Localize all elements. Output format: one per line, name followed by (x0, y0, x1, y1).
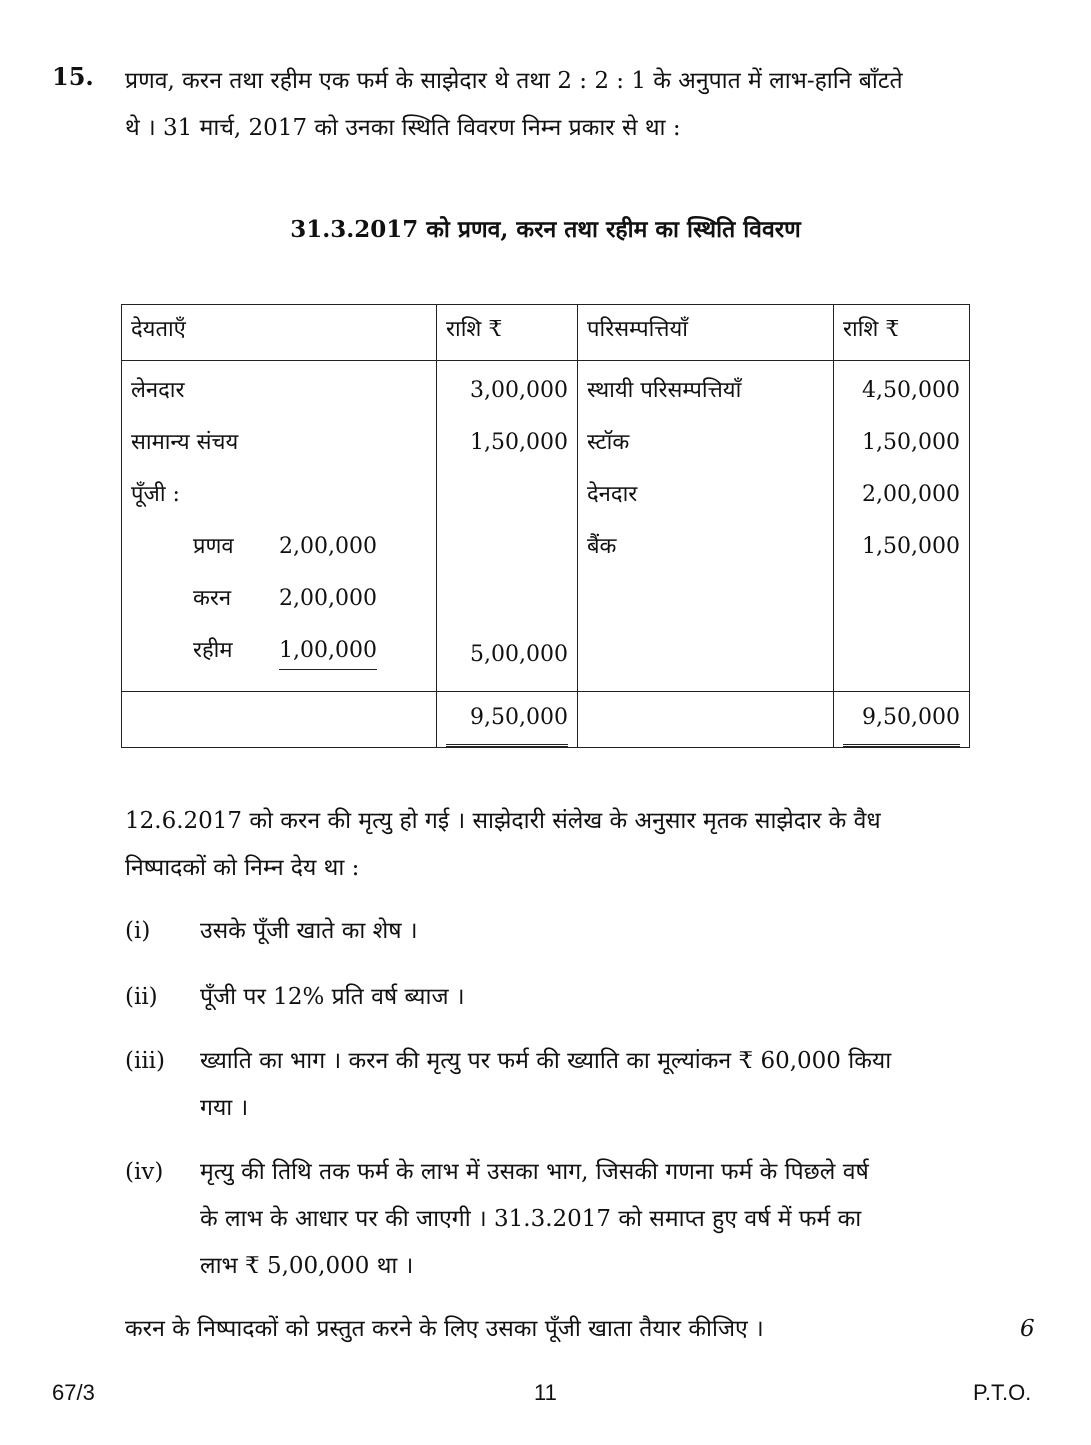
header-assets: परिसम्पत्तियाँ (578, 305, 834, 361)
list-item-text: पूँजी पर 12% प्रति वर्ष ब्याज । (200, 984, 465, 1010)
capital-name: रहीम (193, 638, 233, 663)
balance-sheet-body (122, 361, 970, 692)
balance-sheet-title: 31.3.2017 को प्रणव, करन तथा रहीम का स्थिति विवरण (290, 216, 801, 243)
list-item-label: (iii) (125, 1048, 166, 1074)
capital-total: 5,00,000 (470, 642, 568, 667)
asset-label: देनदार (587, 482, 638, 507)
header-liabilities: देयताएँ (122, 305, 437, 361)
capital-value: 1,00,000 (279, 625, 377, 670)
capital-row (131, 625, 427, 677)
liabilities-column (122, 361, 437, 692)
asset-amount: 1,50,000 (862, 534, 960, 559)
marks: 6 (1020, 1316, 1035, 1342)
pto-label: P.T.O. (973, 1380, 1032, 1405)
balance-sheet-total-row (122, 692, 970, 748)
asset-amount: 1,50,000 (862, 430, 960, 455)
list-item-text: उसके पूँजी खाते का शेष । (200, 918, 418, 944)
question-intro-line-2: थे । 31 मार्च, 2017 को उनका स्थिति विवरण निम्न प्रकार से था : (125, 115, 681, 141)
liability-label: सामान्य संचय (131, 430, 239, 455)
asset-amount: 2,00,000 (862, 482, 960, 507)
capital-name: प्रणव (193, 534, 234, 559)
capital-value: 2,00,000 (279, 586, 377, 611)
list-item-text: मृत्यु की तिथि तक फर्म के लाभ में उसका भाग, जिसकी गणना फर्म के पिछले वर्ष (200, 1159, 869, 1185)
liability-label: पूँजी : (131, 482, 180, 507)
assets-amount-column (834, 361, 970, 692)
liability-amount: 3,00,000 (470, 378, 568, 403)
capital-row (131, 521, 427, 573)
list-item-label: (ii) (125, 984, 158, 1010)
death-para-line-1: 12.6.2017 को करन की मृत्यु हो गई । साझेदारी संलेख के अनुसार मृतक साझेदार के वैध (125, 808, 881, 834)
paper-code: 67/3 (52, 1380, 95, 1405)
liabilities-amount-column (437, 361, 578, 692)
total-liabilities: 9,50,000 (446, 692, 568, 747)
list-item-text: ख्याति का भाग । करन की मृत्यु पर फर्म की ख्याति का मूल्यांकन ₹ 60,000 किया (200, 1048, 892, 1074)
liability-label: लेनदार (131, 378, 185, 403)
list-item-label: (i) (125, 918, 151, 944)
asset-label: स्थायी परिसम्पत्तियाँ (587, 378, 742, 403)
capital-name: करन (193, 586, 232, 611)
assets-column (578, 361, 834, 692)
total-assets: 9,50,000 (843, 692, 960, 747)
balance-sheet-table (121, 304, 970, 748)
instruction-text: करन के निष्पादकों को प्रस्तुत करने के लिए उसका पूँजी खाता तैयार कीजिए । (125, 1316, 764, 1342)
list-item-text: लाभ ₹ 5,00,000 था । (200, 1253, 414, 1279)
page-number: 11 (534, 1380, 557, 1405)
capital-value: 2,00,000 (279, 534, 377, 559)
asset-label: बैंक (587, 534, 617, 559)
death-para-line-2: निष्पादकों को निम्न देय था : (125, 855, 360, 881)
liability-amount: 1,50,000 (470, 430, 568, 455)
asset-label: स्टॉक (587, 430, 630, 455)
asset-amount: 4,50,000 (862, 378, 960, 403)
question-number: 15. (52, 62, 94, 91)
list-item-text: के लाभ के आधार पर की जाएगी । 31.3.2017 को समाप्त हुए वर्ष में फर्म का (200, 1206, 862, 1232)
header-amount-liabilities: राशि ₹ (437, 305, 578, 361)
list-item-label: (iv) (125, 1159, 164, 1185)
question-intro-line-1: प्रणव, करन तथा रहीम एक फर्म के साझेदार थे तथा 2 : 2 : 1 के अनुपात में लाभ-हानि बाँटते (125, 68, 903, 94)
header-amount-assets: राशि ₹ (834, 305, 970, 361)
balance-sheet-header-row (122, 305, 970, 361)
capital-row (131, 573, 427, 625)
list-item-text: गया । (200, 1095, 249, 1121)
